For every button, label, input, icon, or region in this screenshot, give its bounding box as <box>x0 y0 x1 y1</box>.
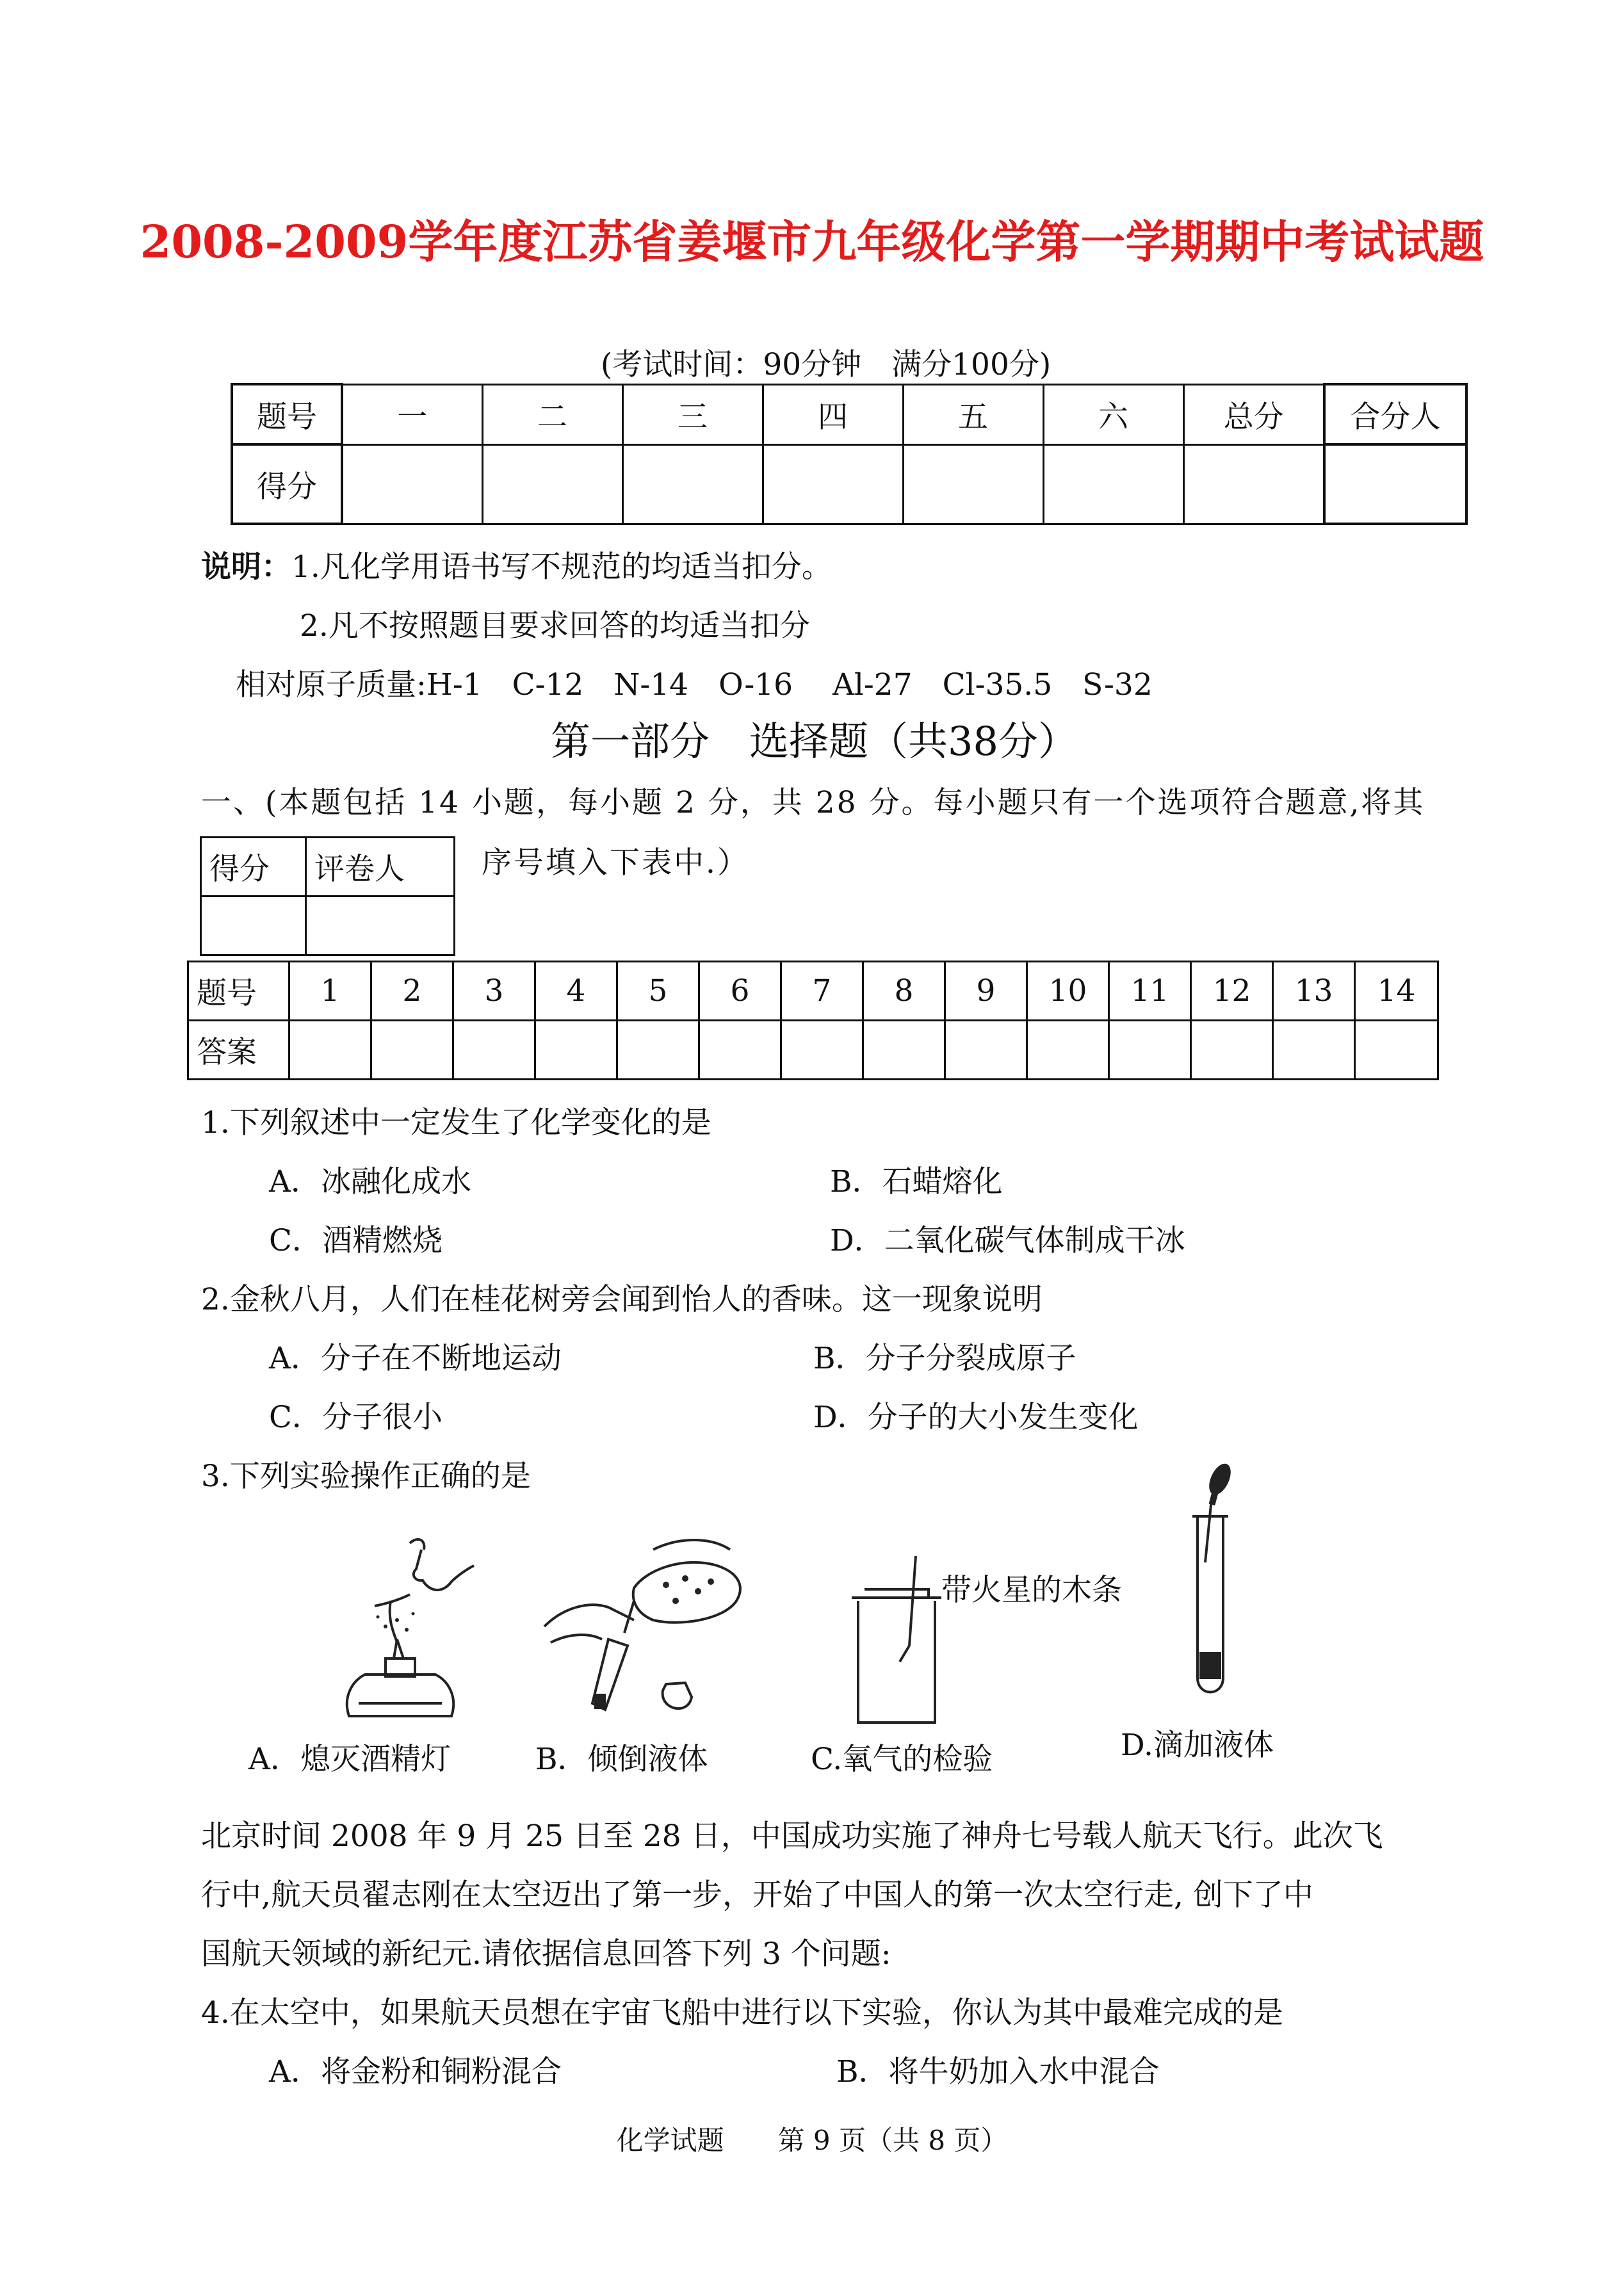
section-intro: 一、(本题包括 14 小题，每小题 2 分，共 28 分。每小题只有一个选项符合题意,将其 <box>201 785 1425 820</box>
score-header-cell: 五 <box>903 384 1043 444</box>
answer-cell[interactable] <box>863 1021 945 1080</box>
answer-num: 8 <box>863 962 945 1021</box>
answer-num: 13 <box>1273 962 1355 1021</box>
q4-option-b[interactable]: B．将牛奶加入水中混合 <box>836 2054 1160 2089</box>
score-table <box>231 383 1468 525</box>
q3-option-c[interactable]: C.氧气的检验 <box>811 1742 993 1777</box>
score-header-cell: 一 <box>342 384 482 444</box>
answer-cell[interactable] <box>535 1021 617 1080</box>
section-intro-2: 序号填入下表中.） <box>482 845 749 880</box>
score-header-cell: 题号 <box>232 384 342 444</box>
q1-option-d[interactable]: D．二氧化碳气体制成干冰 <box>830 1223 1185 1258</box>
answer-num: 7 <box>781 962 863 1021</box>
q3-option-a[interactable]: A．熄灭酒精灯 <box>248 1742 451 1777</box>
q3-option-b[interactable]: B．倾倒液体 <box>535 1742 708 1777</box>
passage-line: 北京时间 2008 年 9 月 25 日至 28 日，中国成功实施了神舟七号载人航天飞行。此次飞 <box>201 1819 1383 1854</box>
answer-cell[interactable] <box>453 1021 535 1080</box>
score-header-cell: 三 <box>622 384 763 444</box>
q3-option-d[interactable]: D.滴加液体 <box>1121 1728 1274 1763</box>
passage-line: 行中,航天员翟志刚在太空迈出了第一步，开始了中国人的第一次太空行走, 创下了中 <box>201 1877 1313 1913</box>
note-item: 1.凡化学用语书写不规范的均适当扣分。 <box>291 549 832 585</box>
answer-num: 10 <box>1027 962 1109 1021</box>
oxygen-test-icon <box>845 1550 954 1735</box>
q4-option-a[interactable]: A．将金粉和铜粉混合 <box>269 2054 562 2089</box>
q2-option-c[interactable]: C．分子很小 <box>269 1400 443 1435</box>
q1-option-a[interactable]: A．冰融化成水 <box>269 1164 471 1199</box>
answer-num: 3 <box>453 962 535 1021</box>
score-cell[interactable] <box>622 444 763 524</box>
pouring-liquid-icon <box>538 1530 756 1735</box>
answer-num: 14 <box>1355 962 1438 1021</box>
q2-option-d[interactable]: D．分子的大小发生变化 <box>813 1400 1139 1435</box>
answer-cell[interactable] <box>1273 1021 1355 1080</box>
score-cell[interactable] <box>903 444 1043 524</box>
exam-info: (考试时间：90分钟 满分100分) <box>601 347 1052 382</box>
grader-name-cell[interactable] <box>306 896 455 955</box>
answer-cell[interactable] <box>699 1021 781 1080</box>
q1-option-b[interactable]: B．石蜡熔化 <box>830 1164 1003 1199</box>
grader-score-cell[interactable] <box>201 896 306 955</box>
q2-option-a[interactable]: A．分子在不断地运动 <box>269 1341 562 1376</box>
answer-cell[interactable] <box>371 1021 453 1080</box>
answer-num: 9 <box>945 962 1027 1021</box>
score-header-cell: 总分 <box>1183 384 1324 444</box>
answer-num: 5 <box>617 962 699 1021</box>
answer-cell[interactable] <box>617 1021 699 1080</box>
atomic-mass: 相对原子质量:H-1 C-12 N-14 O-16 Al-27 Cl-35.5 S-32 <box>236 667 1153 702</box>
notes-line-1 <box>201 543 832 586</box>
question-3-stem: 3.下列实验操作正确的是 <box>201 1459 531 1494</box>
answer-num: 4 <box>535 962 617 1021</box>
answer-num-label: 题号 <box>188 962 289 1021</box>
answer-num: 2 <box>371 962 453 1021</box>
grader-label: 评卷人 <box>306 838 455 896</box>
answer-cell[interactable] <box>1355 1021 1438 1080</box>
answer-cell[interactable] <box>289 1021 371 1080</box>
alcohol-lamp-blowing-icon <box>314 1530 480 1735</box>
score-header-cell: 六 <box>1043 384 1183 444</box>
answer-cell[interactable] <box>945 1021 1027 1080</box>
q2-option-b[interactable]: B．分子分裂成原子 <box>813 1341 1076 1376</box>
answer-cell[interactable] <box>1109 1021 1191 1080</box>
score-cell[interactable] <box>763 444 903 524</box>
part-heading: 第一部分 选择题（共38分） <box>551 718 1078 765</box>
score-row-label: 得分 <box>232 444 342 524</box>
answer-cell[interactable] <box>1027 1021 1109 1080</box>
answer-table <box>187 961 1439 1080</box>
grader-score-label: 得分 <box>201 838 306 896</box>
dropper-testtube-icon <box>1172 1460 1249 1703</box>
answer-num: 1 <box>289 962 371 1021</box>
question-4-stem: 4.在太空中，如果航天员想在宇宙飞船中进行以下实验，你认为其中最难完成的是 <box>201 1995 1283 2031</box>
score-cell[interactable] <box>1324 444 1466 524</box>
score-cell[interactable] <box>1183 444 1324 524</box>
page-footer: 化学试题 第 9 页（共 8 页） <box>616 2125 1008 2156</box>
notes-label: 说明： <box>201 549 291 585</box>
score-cell[interactable] <box>482 444 622 524</box>
passage-line: 国航天领域的新纪元.请依据信息回答下列 3 个问题: <box>201 1936 891 1972</box>
answer-num: 12 <box>1191 962 1273 1021</box>
score-header-cell: 二 <box>482 384 622 444</box>
score-header-cell: 四 <box>763 384 903 444</box>
answer-cell[interactable] <box>781 1021 863 1080</box>
answer-label: 答案 <box>188 1021 289 1080</box>
answer-cell[interactable] <box>1191 1021 1273 1080</box>
score-cell[interactable] <box>342 444 482 524</box>
question-1-stem: 1.下列叙述中一定发生了化学变化的是 <box>201 1105 711 1140</box>
answer-num: 6 <box>699 962 781 1021</box>
oxygen-test-splint-label: 带火星的木条 <box>941 1573 1122 1608</box>
q1-option-c[interactable]: C．酒精燃烧 <box>269 1223 443 1258</box>
question-2-stem: 2.金秋八月，人们在桂花树旁会闻到怡人的香味。这一现象说明 <box>201 1282 1043 1317</box>
score-header-cell: 合分人 <box>1324 384 1466 444</box>
score-cell[interactable] <box>1043 444 1183 524</box>
page-title: 2008-2009学年度江苏省姜堰市九年级化学第一学期期中考试试题 <box>140 215 1484 268</box>
answer-num: 11 <box>1109 962 1191 1021</box>
grader-table <box>200 836 455 956</box>
note-item: 2.凡不按照题目要求回答的均适当扣分 <box>300 608 810 644</box>
